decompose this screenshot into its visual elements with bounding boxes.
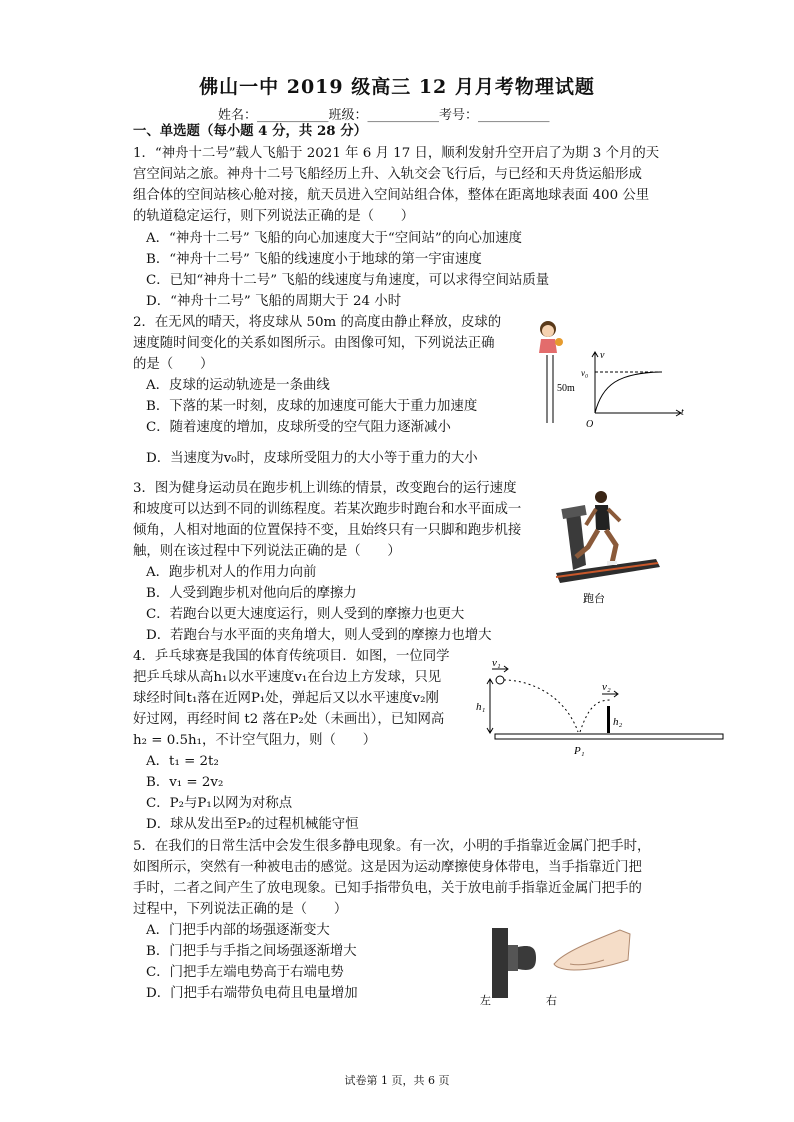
- section-heading: 一、单选题（每小题 4 分，共 28 分）: [133, 123, 368, 139]
- q5-stem-line: 如图所示，突然有一种被电击的感觉。这是因为运动摩擦使身体带电，当手指靠近门把: [133, 860, 642, 875]
- q1-option-c: C．已知“神舟十二号” 飞船的线速度与角速度，可以求得空间站质量: [146, 273, 550, 288]
- right-label: 右: [546, 995, 557, 1007]
- page-title: 佛山一中 2019 级高三 12 月月考物理试题: [199, 76, 595, 98]
- q3-option-c: C．若跑台以更大速度运行，则人受到的摩擦力也更大: [146, 607, 465, 622]
- q2-option-d: D．当速度为v₀时，皮球所受阻力的大小等于重力的大小: [146, 451, 478, 466]
- q5-option-b: B．门把手与手指之间场强逐渐增大: [146, 944, 357, 959]
- q1-stem-line: 1．“神舟十二号”载人飞船于 2021 年 6 月 17 日，顺利发射升空开启了为期 3 个月的天: [133, 146, 660, 161]
- p1-label: P₁: [574, 745, 585, 757]
- q4-stem-line: 好过网，再经时间 t2 落在P₂处（未画出），已知网高: [133, 712, 445, 727]
- q4-option-b: B．v₁ = 2v₂: [146, 775, 224, 790]
- origin-label: O: [586, 419, 594, 430]
- q1-option-d: D．“神舟十二号” 飞船的周期大于 24 小时: [146, 294, 402, 309]
- q3-option-a: A．跑步机对人的作用力向前: [146, 565, 317, 580]
- q4-figure: [470, 650, 730, 765]
- q5-stem-line: 手时，二者之间产生了放电现象。已知手指带负电，关于放电前手指靠近金属门把手的: [133, 881, 642, 896]
- q5-figure: [470, 920, 640, 1010]
- q1-option-a: A．“神舟十二号” 飞船的向心加速度大于“空间站”的向心加速度: [146, 231, 523, 246]
- q4-stem-line: 4．乒乓球赛是我国的体育传统项目．如图，一位同学: [133, 649, 450, 664]
- q2-option-c: C．随着速度的增加，皮球所受的空气阻力逐渐减小: [146, 420, 451, 435]
- v-axis-label: v: [600, 350, 605, 361]
- q1-stem-line: 的轨道稳定运行，则下列说法正确的是（ ）: [133, 209, 415, 224]
- t-axis-label: t: [681, 407, 684, 418]
- v0-label: v₀: [581, 368, 589, 378]
- treadmill-label: 跑台: [583, 593, 605, 605]
- q3-stem-line: 触，则在该过程中下列说法正确的是（ ）: [133, 544, 401, 559]
- door-handle-icon: [508, 945, 536, 971]
- q5-option-d: D．门把手右端带负电荷且电量增加: [146, 986, 358, 1001]
- q3-stem-line: 和坡度可以达到不同的训练程度。若某次跑步时跑台和水平面成一: [133, 502, 522, 517]
- height-label: 50m: [557, 383, 575, 394]
- q5-stem-line: 过程中，下列说法正确的是（ ）: [133, 902, 348, 917]
- girl-with-ball-icon: [539, 321, 563, 353]
- q5-option-a: A．门把手内部的场强逐渐变大: [146, 923, 330, 938]
- velocity-curve: [595, 372, 660, 413]
- h1-label: h₁: [476, 701, 486, 713]
- q1-stem-line: 宫空间站之旅。神舟十二号飞船经历上升、入轨交会飞行后，与已经和天舟货运船形成: [133, 167, 642, 182]
- q1-stem-line: 组合体的空间站核心舱对接，航天员进入空间站组合体，整体在距离地球表面 400 公里: [133, 188, 650, 203]
- v1-label: v₁: [492, 657, 501, 669]
- q4-stem-line: 球经时间t₁落在近网P₁处，弹起后又以水平速度v₂刚: [133, 691, 439, 706]
- v2-label: v₂: [602, 681, 611, 693]
- table: [495, 734, 723, 739]
- q2-option-b: B．下落的某一时刻，皮球的加速度可能大于重力加速度: [146, 399, 478, 414]
- page-footer: 试卷第 1 页，共 6 页: [344, 1074, 450, 1087]
- q2-option-a: A．皮球的运动轨迹是一条曲线: [146, 378, 330, 393]
- left-label: 左: [480, 995, 491, 1007]
- trajectory-2: [580, 700, 610, 732]
- q5-stem-line: 5．在我们的日常生活中会发生很多静电现象。有一次，小明的手指靠近金属门把手时，: [133, 839, 651, 854]
- h2-label: h₂: [613, 716, 623, 728]
- q2-stem-line: 速度随时间变化的关系如图所示。由图像可知，下列说法正确: [133, 336, 495, 351]
- hand-icon: [554, 930, 630, 970]
- q3-option-b: B．人受到跑步机对他向后的摩擦力: [146, 586, 357, 601]
- q4-option-d: D．球从发出至P₂的过程机械能守恒: [146, 817, 359, 832]
- q3-option-d: D．若跑台与水平面的夹角增大，则人受到的摩擦力也增大: [146, 628, 492, 643]
- q4-option-a: A．t₁ = 2t₂: [146, 754, 219, 769]
- q1-option-b: B．“神舟十二号” 飞船的线速度小于地球的第一宇宙速度: [146, 252, 482, 267]
- q4-option-c: C．P₂与P₁以网为对称点: [146, 796, 293, 811]
- q2-stem-line: 的是（ ）: [133, 357, 214, 372]
- q4-stem-line: h₂ = 0.5h₁，不计空气阻力，则（ ）: [133, 733, 377, 748]
- treadmill-runner-icon: [556, 491, 660, 583]
- q5-option-c: C．门把手左端电势高于右端电势: [146, 965, 344, 980]
- ping-pong-ball: [496, 676, 504, 684]
- q3-stem-line: 3．图为健身运动员在跑步机上训练的情景，改变跑台的运行速度: [133, 481, 517, 496]
- net: [607, 706, 610, 733]
- q4-stem-line: 把乒乓球从高h₁以水平速度v₁在台边上方发球，只见: [133, 670, 442, 685]
- q3-stem-line: 倾角，人相对地面的位置保持不变，且始终只有一只脚和跑步机接: [133, 523, 522, 538]
- q2-figure: [530, 315, 690, 430]
- trajectory-1: [504, 680, 578, 732]
- q2-stem-line: 2．在无风的晴天，将皮球从 50m 的高度由静止释放，皮球的: [133, 315, 502, 330]
- student-info-line: 姓名：___________班级：___________考号：___________: [218, 108, 550, 123]
- q3-figure: [548, 485, 668, 610]
- door: [492, 928, 508, 998]
